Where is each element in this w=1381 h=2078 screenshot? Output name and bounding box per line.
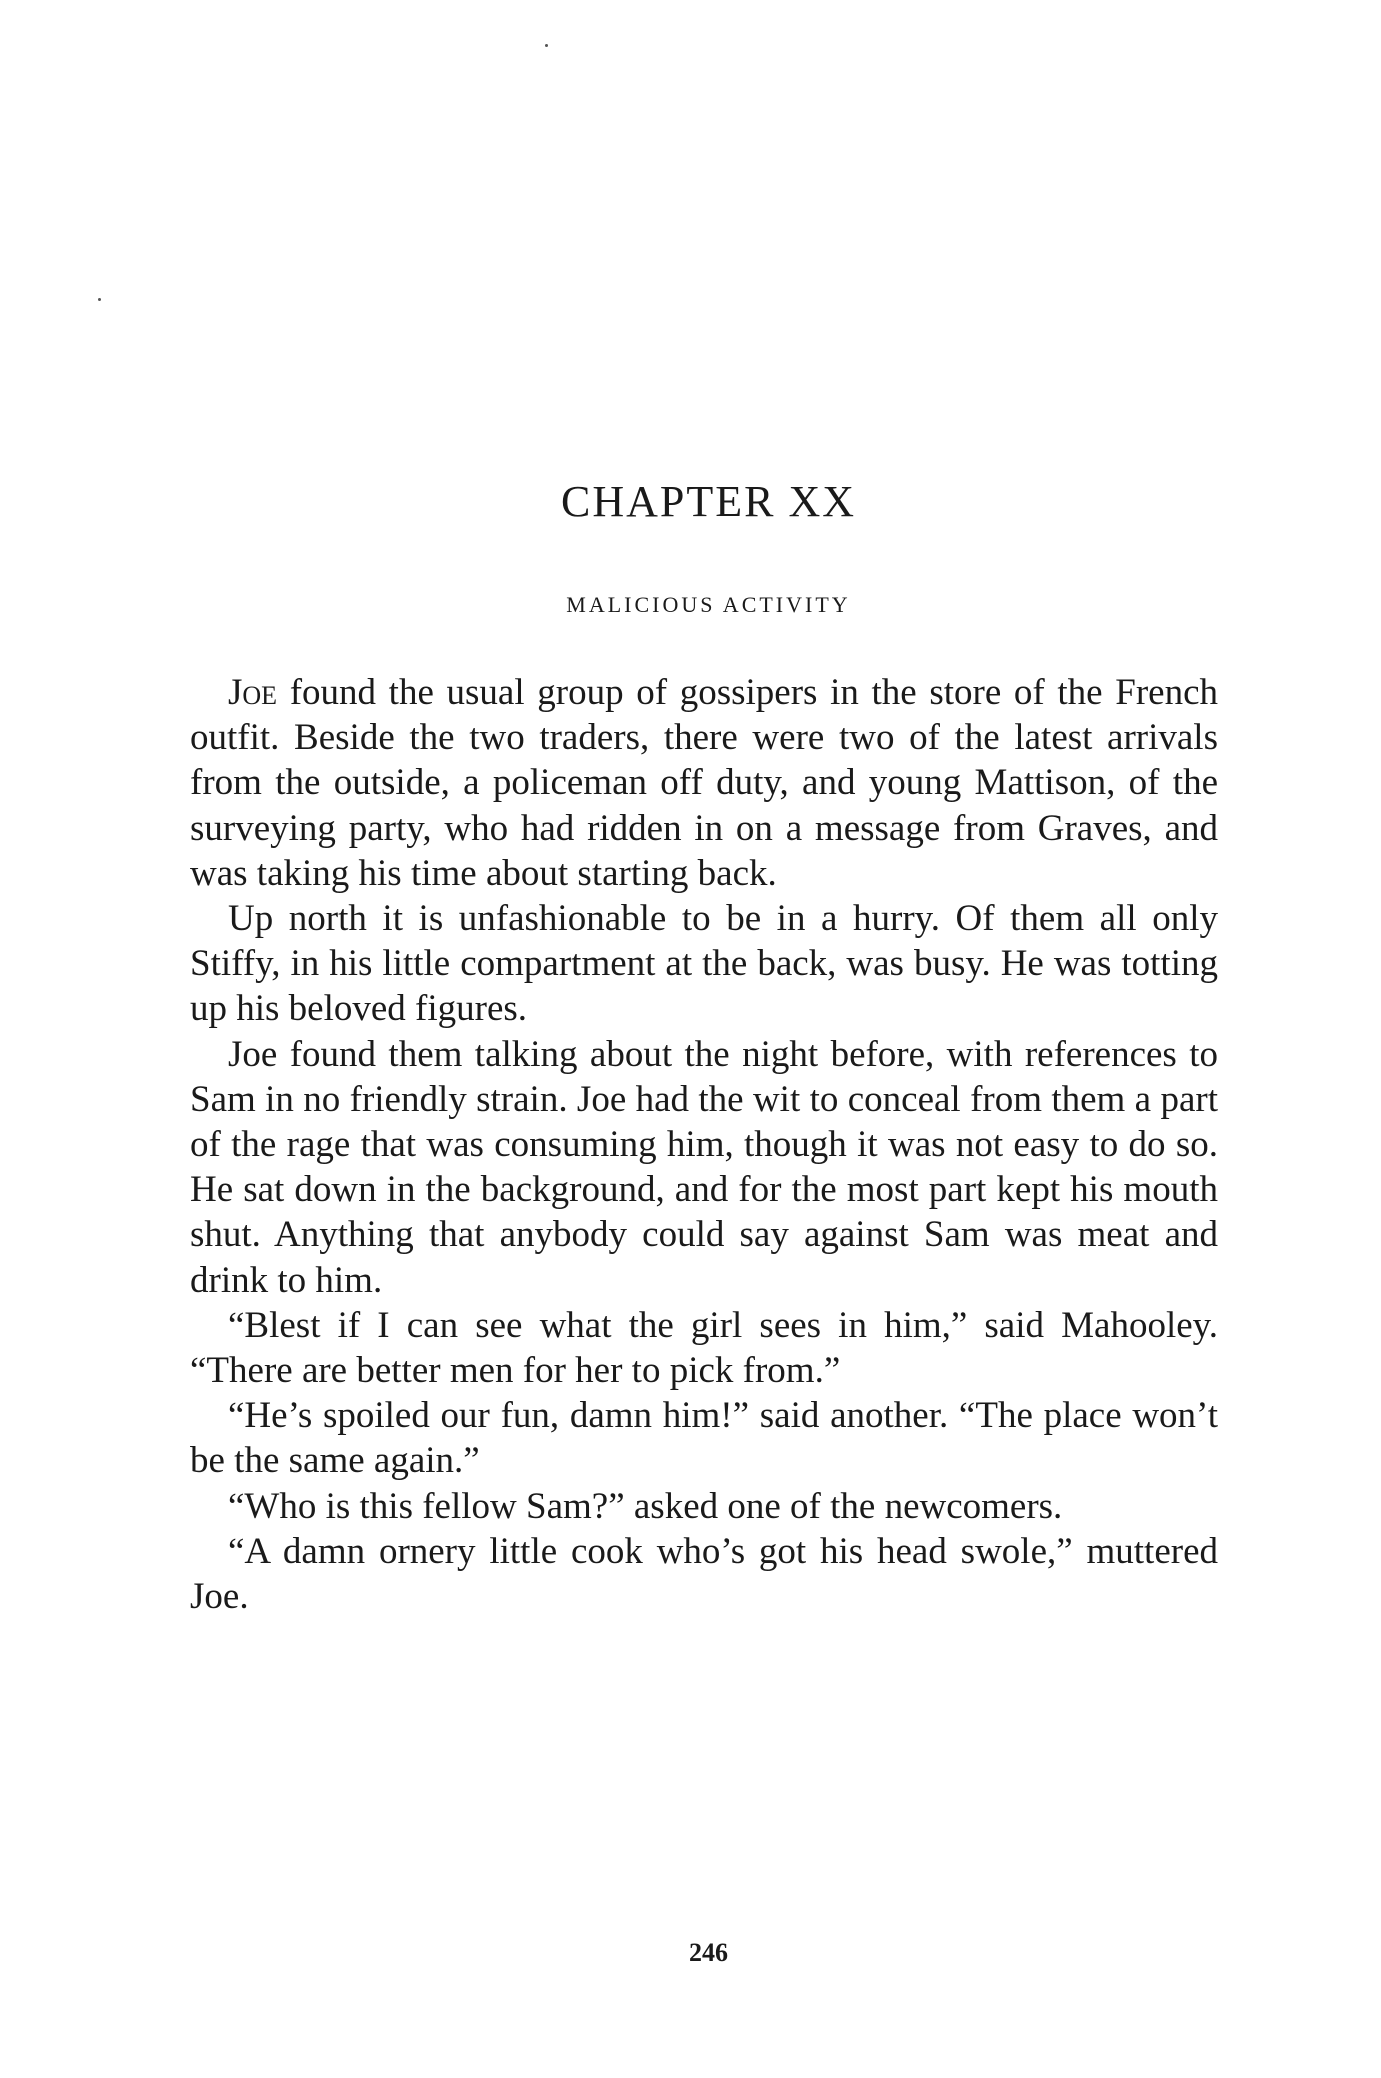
chapter-title: CHAPTER XX	[560, 477, 857, 526]
paragraph: “Who is this fellow Sam?” asked one of the newcomers.	[228, 1485, 1063, 1527]
paragraph: “He’s spoiled our fun, damn him!” said another. “The place won’t be the same again.”	[190, 1395, 1218, 1482]
chapter-body	[190, 670, 1218, 1619]
paragraph-text: found the usual group of gossipers in the store of the French outfit. Beside the two traders, there were two of the latest arrivals from the outside, a policeman off duty, and young Mattison, of the surveying party, who had ridden in on a message from Graves, and was taking his time about starting back.	[190, 672, 1218, 894]
scan-speck	[98, 298, 101, 301]
paragraph: “A damn ornery little cook who’s got his head swole,” muttered Joe.	[190, 1530, 1218, 1618]
chapter-subtitle: MALICIOUS ACTIVITY	[566, 592, 851, 617]
paragraph: “Blest if I can see what the girl sees in him,” said Mahooley. “There are better men for her to pick from.”	[190, 1304, 1218, 1392]
page-number: 246	[689, 1938, 728, 1967]
paragraph: Up north it is unfashionable to be in a hurry. Of them all only Stiffy, in his little compartment at the back, was busy. He was totting up his beloved figures.	[190, 898, 1218, 1030]
paragraph	[190, 670, 1218, 896]
paragraph-lead-word: Joe	[228, 672, 278, 713]
paragraph: Joe found them talking about the night before, with references to Sam in no friendly strain. Joe had the wit to conceal from them a part of the rage that was consuming him, though it was not easy to do so. He sat down in the background, and for the most part kept his mouth shut. Anything that anybody could say against Sam was meat and drink to him.	[190, 1033, 1218, 1301]
scan-speck	[545, 44, 548, 47]
